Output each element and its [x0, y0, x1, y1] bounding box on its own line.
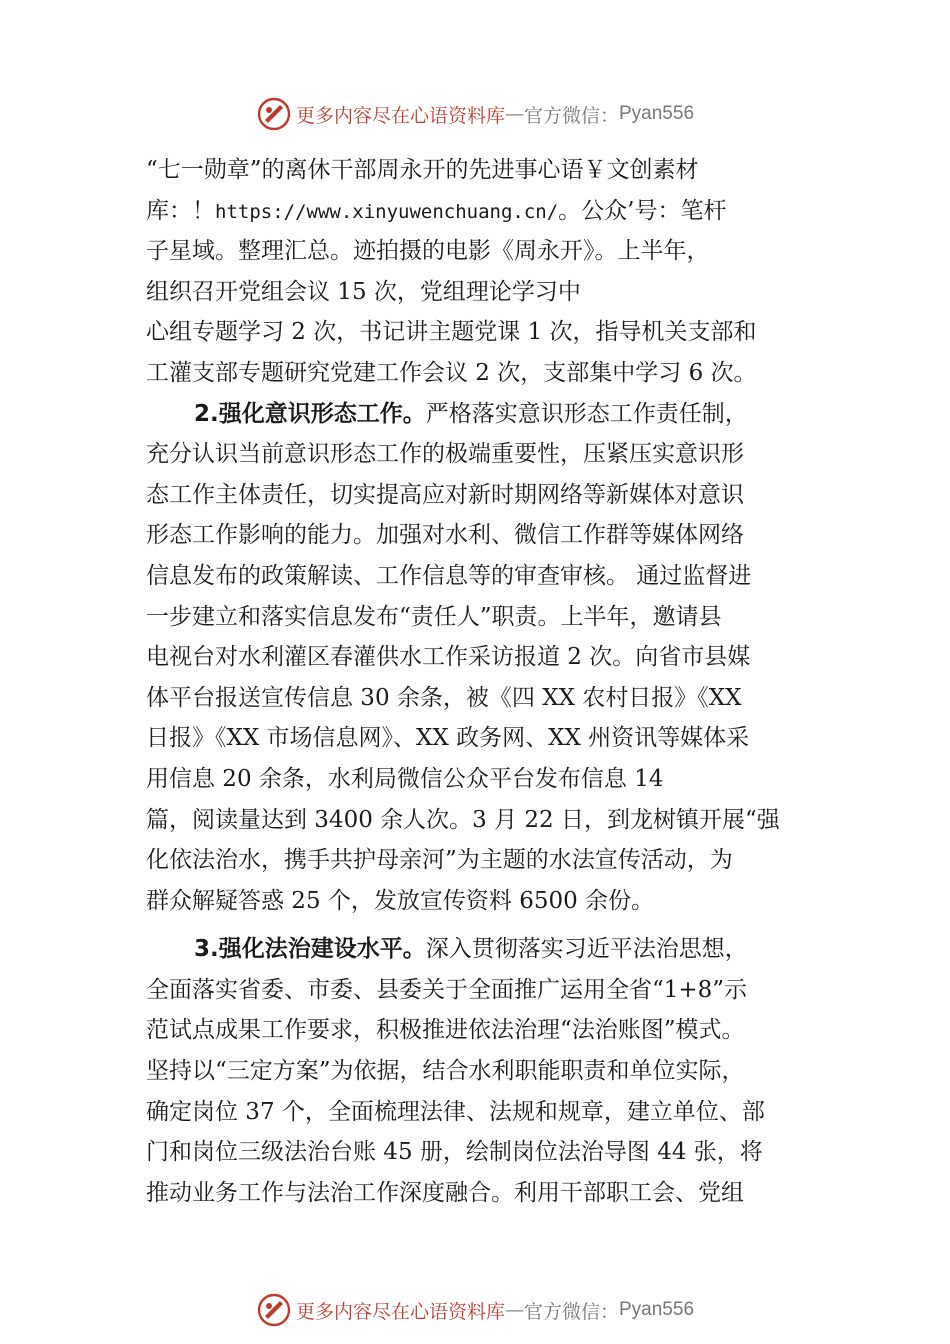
section-heading-2: 2.强化意识形态工作。 [194, 400, 426, 427]
document-body [146, 150, 816, 1213]
text-line: 确定岗位 37 个，全面梳理法律、法规和规章，建立单位、部 [146, 1098, 765, 1125]
banner-dash: — [504, 1299, 524, 1321]
banner-wechat-id: Pyan556 [619, 1299, 695, 1320]
text-line: 组织召开党组会议 15 次，党组理论学习中 [146, 278, 581, 305]
text-line: 群众解疑答惑 25 个，发放宣传资料 6500 余份。 [146, 887, 655, 914]
text-line: 充分认识当前意识形态工作的极端重要性，压紧压实意识形 [146, 441, 744, 468]
section-heading-3: 3.强化法治建设水平。 [194, 936, 426, 963]
text-line: 范试点成果工作要求，积极推进依法治理“法治账图”模式。 [146, 1017, 745, 1044]
text-line: 化依法治水，携手共护母亲河”为主题的水法宣传活动，为 [146, 847, 733, 874]
text-line: 篇，阅读量达到 3400 余人次。3 月 22 日，到龙树镇开展“强 [146, 806, 780, 833]
text-segment: 严格落实意识形态工作责任制， [425, 400, 748, 427]
text-line [146, 929, 816, 970]
text-line: 日报》《XX 市场信息网》、XX 政务网、XX 州资讯等媒体采 [146, 725, 750, 752]
text-line: 坚持以“三定方案”为依据，结合水利职能职责和单位实际， [146, 1058, 745, 1085]
text-segment: 。公众’号：笔杆 [558, 197, 727, 224]
text-line: 电视台对水利灌区春灌供水工作采访报道 2 次。向省市县媒 [146, 644, 751, 671]
banner-library-text: 更多内容尽在心语资料库 [295, 104, 505, 127]
text-line: 用信息 20 余条，水利局微信公众平台发布信息 14 [146, 765, 664, 792]
banner-library-text: 更多内容尽在心语资料库 [295, 1300, 505, 1323]
text-line: 信息发布的政策解读、工作信息等的审查审核。 通过监督进 [146, 562, 752, 589]
xinyu-logo-icon [256, 1292, 292, 1328]
text-line: 体平台报送宣传信息 30 余条，被《四 XX 农村日报》《XX [146, 684, 742, 711]
text-line: 工灌支部专题研究党建工作会议 2 次，支部集中学习 6 次。 [146, 359, 757, 386]
banner-dash: — [504, 103, 524, 125]
text-line: 心组专题学习 2 次，书记讲主题党课 1 次，指导机关支部和 [146, 319, 757, 346]
text-segment: 深入贯彻落实习近平法治思想， [425, 936, 748, 963]
header-banner [0, 94, 950, 134]
text-line: 推动业务工作与法治工作深度融合。利用干部职工会、党组 [146, 1179, 744, 1206]
banner-wechat-id: Pyan556 [619, 103, 695, 124]
text-line: “七一勋章”的离休干部周永开的先进事心语￥文创素材 [146, 157, 699, 183]
text-line: 门和岗位三级法治台账 45 册，绘制岗位法治导图 44 张，将 [146, 1139, 763, 1166]
website-url: https://www.xinyuwenchuang.cn/ [215, 200, 559, 223]
text-line [146, 394, 816, 435]
text-line: 态工作主体责任，切实提高应对新时期网络等新媒体对意识 [146, 481, 744, 508]
xinyu-logo-icon [256, 96, 292, 132]
text-line: 一步建立和落实信息发布“责任人”职责。上半年，邀请县 [146, 603, 722, 630]
banner-wechat-label: 官方微信： [523, 1300, 619, 1323]
text-line: 全面落实省委、市委、县委关于全面推广运用全省“1+8”示 [146, 976, 748, 1003]
text-segment: 库：！ [146, 197, 215, 224]
text-line: 子星域。整理汇总。迹拍摄的电影《周永开》。上半年， [146, 238, 710, 265]
text-line: 形态工作影响的能力。加强对水利、微信工作群等媒体网络 [146, 522, 744, 549]
banner-wechat-label: 官方微信： [523, 104, 619, 127]
footer-banner [0, 1290, 950, 1330]
text-line [146, 191, 816, 232]
